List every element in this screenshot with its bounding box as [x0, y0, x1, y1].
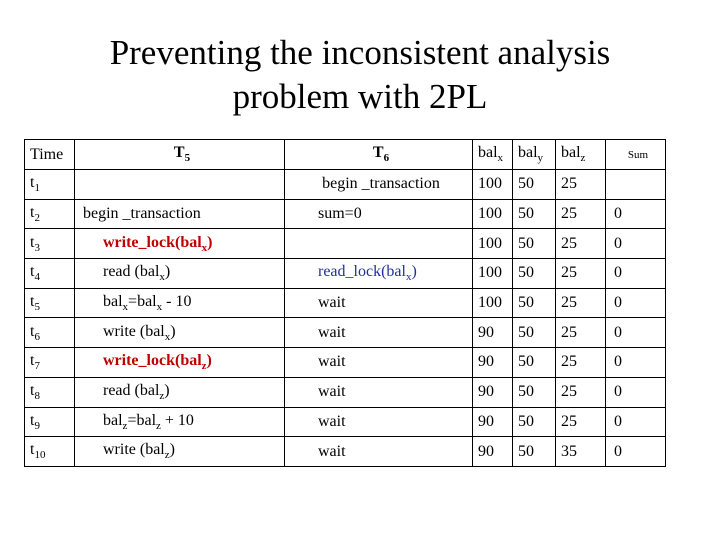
- table-row: [25, 437, 666, 467]
- cell-balz: 25: [556, 407, 606, 437]
- cell-time: $t_9$: [25, 407, 75, 437]
- cell-t6: wait: [285, 407, 473, 437]
- schedule-table: [24, 139, 666, 467]
- cell-t5: write (bal$_z$): [75, 437, 285, 467]
- cell-balz: 25: [556, 288, 606, 318]
- cell-t6: sum=0: [285, 199, 473, 229]
- table-row: [25, 288, 666, 318]
- cell-t6: begin _transaction: [285, 170, 473, 200]
- cell-balx: 90: [473, 348, 513, 378]
- cell-sum: 0: [606, 437, 666, 467]
- cell-time: $t_3$: [25, 229, 75, 259]
- cell-baly: 50: [513, 407, 556, 437]
- cell-balz: 25: [556, 318, 606, 348]
- header-t6: $T_6$: [285, 140, 473, 170]
- slide-title-line-1: Preventing the inconsistent analysis: [109, 33, 611, 72]
- header-t5: $T_5$: [75, 140, 285, 170]
- cell-t5: read (bal$_z$): [75, 377, 285, 407]
- cell-balx: 100: [473, 259, 513, 289]
- cell-balx: 90: [473, 407, 513, 437]
- table-row: [25, 259, 666, 289]
- cell-t5: write (bal$_x$): [75, 318, 285, 348]
- cell-sum: 0: [606, 377, 666, 407]
- cell-t6: [285, 229, 473, 259]
- table-row: [25, 199, 666, 229]
- cell-balx: 100: [473, 229, 513, 259]
- cell-balz: 25: [556, 348, 606, 378]
- cell-balz: 35: [556, 437, 606, 467]
- cell-time: $t_6$: [25, 318, 75, 348]
- cell-t5: bal$_x$=bal$_x$ - 10: [75, 288, 285, 318]
- cell-balz: 25: [556, 377, 606, 407]
- cell-sum: [606, 170, 666, 200]
- cell-balx: 100: [473, 288, 513, 318]
- cell-sum: 0: [606, 348, 666, 378]
- cell-t5: begin _transaction: [75, 199, 285, 229]
- cell-balx: 90: [473, 437, 513, 467]
- cell-t5: [75, 170, 285, 200]
- cell-balx: 90: [473, 318, 513, 348]
- cell-balx: 100: [473, 170, 513, 200]
- cell-balx: 100: [473, 199, 513, 229]
- cell-t6: wait: [285, 377, 473, 407]
- cell-baly: 50: [513, 199, 556, 229]
- cell-sum: 0: [606, 199, 666, 229]
- cell-balz: 25: [556, 199, 606, 229]
- cell-baly: 50: [513, 318, 556, 348]
- header-balx: bal$_x$: [473, 140, 513, 170]
- cell-t6: read_lock(bal$_x$): [285, 259, 473, 289]
- header-sum: Sum: [606, 140, 666, 170]
- cell-time: $t_1$: [25, 170, 75, 200]
- cell-baly: 50: [513, 437, 556, 467]
- cell-t5: write_lock(bal$_z$): [75, 348, 285, 378]
- cell-t5: write_lock(bal$_x$): [75, 229, 285, 259]
- table-row: [25, 407, 666, 437]
- table-row: [25, 377, 666, 407]
- table-row: [25, 229, 666, 259]
- cell-sum: 0: [606, 318, 666, 348]
- cell-t6: wait: [285, 437, 473, 467]
- cell-sum: 0: [606, 259, 666, 289]
- cell-balz: 25: [556, 259, 606, 289]
- cell-time: $t_4$: [25, 259, 75, 289]
- cell-time: $t_{10}$: [25, 437, 75, 467]
- cell-time: $t_8$: [25, 377, 75, 407]
- cell-t6: wait: [285, 288, 473, 318]
- cell-balx: 90: [473, 377, 513, 407]
- cell-sum: 0: [606, 407, 666, 437]
- cell-baly: 50: [513, 348, 556, 378]
- cell-t5: read (bal$_x$): [75, 259, 285, 289]
- cell-baly: 50: [513, 288, 556, 318]
- table-row: [25, 348, 666, 378]
- cell-t6: wait: [285, 318, 473, 348]
- cell-balz: 25: [556, 170, 606, 200]
- cell-time: $t_2$: [25, 199, 75, 229]
- cell-t6: wait: [285, 348, 473, 378]
- cell-sum: 0: [606, 288, 666, 318]
- header-baly: bal$_y$: [513, 140, 556, 170]
- cell-t5: bal$_z$=bal$_z$ + 10: [75, 407, 285, 437]
- header-balz: bal$_z$: [556, 140, 606, 170]
- header-time: Time: [25, 140, 75, 170]
- cell-time: $t_5$: [25, 288, 75, 318]
- cell-baly: 50: [513, 259, 556, 289]
- table-row: [25, 170, 666, 200]
- slide-title-line-2: problem with 2PL: [232, 77, 488, 116]
- table-row: [25, 318, 666, 348]
- cell-baly: 50: [513, 170, 556, 200]
- table-header-row: [25, 140, 666, 170]
- cell-sum: 0: [606, 229, 666, 259]
- cell-balz: 25: [556, 229, 606, 259]
- cell-baly: 50: [513, 377, 556, 407]
- cell-time: $t_7$: [25, 348, 75, 378]
- cell-baly: 50: [513, 229, 556, 259]
